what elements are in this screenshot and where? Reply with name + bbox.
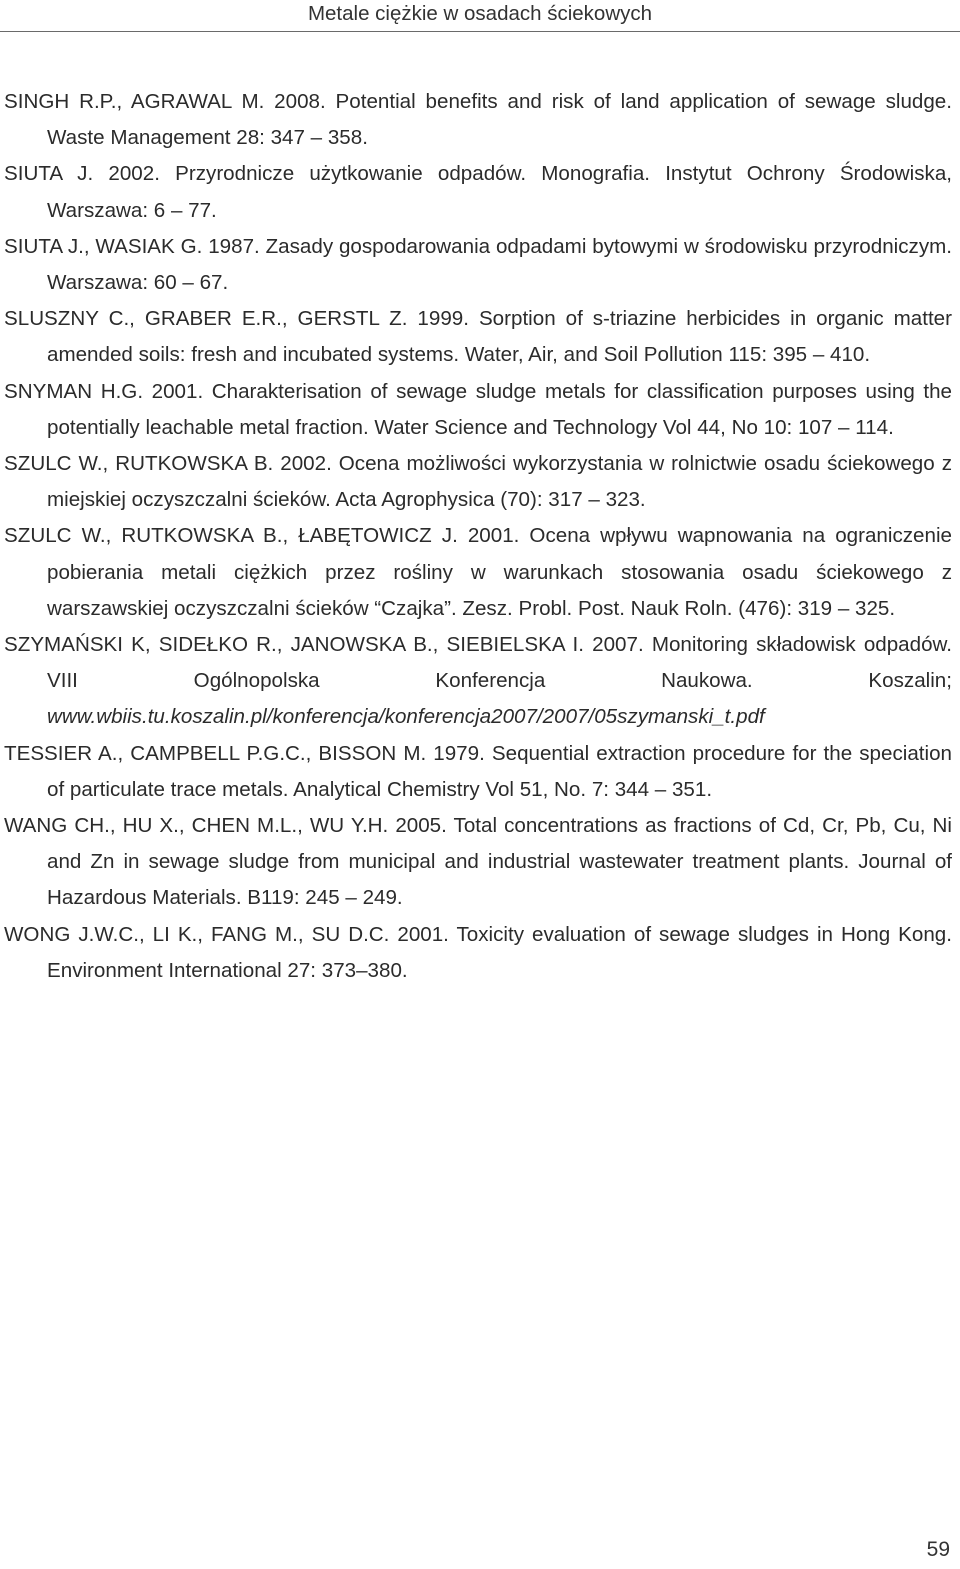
running-header-title: Metale ciężkie w osadach ściekowych (307, 2, 653, 25)
reference-text: SIUTA J. 2002. Przyrodnicze użytkowanie odpadów. Monografia. Instytut Ochrony Środowiska, Warszawa: 6 – 77. (4, 162, 952, 222)
reference-item (4, 917, 952, 989)
page-number: 59 (926, 1538, 950, 1561)
reference-text: SINGH R.P., AGRAWAL M. 2008. Potential benefits and risk of land application of sewage sludge. Waste Management 28: 347 – 358. (4, 90, 952, 150)
reference-text: SZULC W., RUTKOWSKA B., ŁABĘTOWICZ J. 2001. Ocena wpływu wapnowania na ograniczenie pobierania metali ciężkich przez rośliny w warunkach stosowania osadu ściekowego z warszawskiej oczyszczalni ścieków “Czajka”. Zesz. Probl. Post. Nauk Roln. (476): 319 – 325. (4, 524, 952, 620)
reference-text: SNYMAN H.G. 2001. Charakterisation of sewage sludge metals for classification purposes using the potentially leachable metal fraction. Water Science and Technology Vol 44, No 10: 107 – 114. (4, 379, 952, 439)
reference-item (4, 736, 952, 808)
reference-item (4, 301, 952, 373)
reference-text: SZULC W., RUTKOWSKA B. 2002. Ocena możliwości wykorzystania w rolnictwie osadu ściekowego z miejskiej oczyszczalni ścieków. Acta Agrophysica (70): 317 – 323. (4, 452, 952, 512)
reference-item (4, 446, 952, 518)
reference-url-link[interactable]: www.wbiis.tu.koszalin.pl/konferencja/konferencja2007/2007/05szymanski_t.pdf (47, 705, 765, 729)
reference-item (4, 518, 952, 627)
reference-item (4, 374, 952, 446)
reference-text: SIUTA J., WASIAK G. 1987. Zasady gospodarowania odpadami bytowymi w środowisku przyrodniczym. Warszawa: 60 – 67. (4, 234, 952, 295)
reference-text: SLUSZNY C., GRABER E.R., GERSTL Z. 1999. Sorption of s-triazine herbicides in organic matter amended soils: fresh and incubated systems. Water, Air, and Soil Pollution 115: 395 – 410. (4, 307, 952, 367)
reference-text: SZYMAŃSKI K, SIDEŁKO R., JANOWSKA B., SIEBIELSKA I. 2007. Monitoring składowisk odpadów. VIII Ogólnopolska Konferencja Naukowa. Koszalin; (4, 633, 952, 693)
reference-list (4, 84, 952, 989)
running-header (0, 0, 960, 32)
reference-text: TESSIER A., CAMPBELL P.G.C., BISSON M. 1979. Sequential extraction procedure for the speciation of particulate trace metals. Analytical Chemistry Vol 51, No. 7: 344 – 351. (4, 741, 952, 801)
reference-text: WONG J.W.C., LI K., FANG M., SU D.C. 2001. Toxicity evaluation of sewage sludges in Hong Kong. Environment International 27: 373–380. (4, 922, 952, 982)
reference-item (4, 84, 952, 156)
reference-item (4, 156, 952, 228)
reference-item (4, 808, 952, 917)
reference-item (4, 627, 952, 736)
reference-item (4, 229, 952, 301)
reference-text: WANG CH., HU X., CHEN M.L., WU Y.H. 2005. Total concentrations as fractions of Cd, Cr, Pb, Cu, Ni and Zn in sewage sludge from municipal and industrial wastewater treatment plants. Journal of Hazardous Materials. B119: 245 – 249. (4, 814, 952, 910)
